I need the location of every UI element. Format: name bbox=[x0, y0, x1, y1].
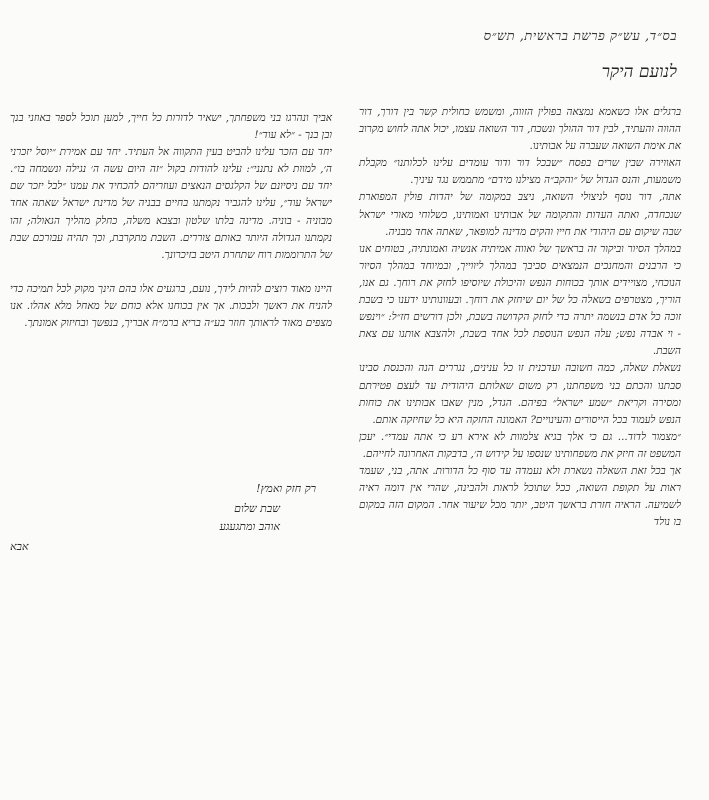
left-column bbox=[10, 110, 332, 332]
paragraph: נשאלת שאלה, כמה חשובה ועדכנית זו כל ענינים, נגררים הנה והכנסת סבינו סבתנו והכתם בני משפחתנו, רק משום שאלותם היהודית עד לעצם פטירתם ומסירה וקריאת ״שמע ישראל״ בפיהם. הגדל, מנין שאבו אבותינו את כוחות הנפש לעמוד בכל הייסורים והעינויים? האמונה החזקה היא כל שחיזקה אותם. bbox=[359, 362, 681, 426]
closing-greeting: שבת שלום bbox=[234, 502, 280, 515]
paragraph: יחד עם הזכר עלינו להביט בעין התקווה אל העתיד. יחד עם אמירת ״יוסל יזכרני ה׳, למוות לא נתנני״: עלינו להודות בקול ״זה היום עשה ה׳ נגילה ונשמחה בו״. יחד עם ניסיונם של הקלגסים הנאצים ועוזריהם להכחיד את עמנו ״לבל יזכר שם ישראל עוד״, עלינו להגביר נקמתנו בחיים בבניה של מדינת ישראל שאתה אחד מבוניה - בוניה. מדינה בלתו שלטון ובצבא משלה, כחלק מהליך הגאולה; זהו נקמתנו הגדולה היותר באותם צוררים. השבת מתקרבת, וכך תהיה עבורכם שבת של התרוממות רוח שתחרת היטב בזיכרונך. bbox=[10, 146, 332, 261]
closing-sign-off: אוהב ומתגעגע bbox=[219, 520, 280, 533]
paragraph: אביך ונהרגו בני משפחתך, ישאיר לדורות כל חייך, למען תוכל לספר באוזני בנך ובן בנך - ״לא עוד״! bbox=[10, 112, 332, 142]
date-header: בס״ד, עש״ק פרשת בראשית, תש״ס bbox=[483, 29, 677, 44]
paragraph: במהלך הסיור וביקור זה בראשך של ואווה אמיתיה אנשיה ואמונתיה, בטוחים אנו כי הרבנים והמחנכים הנמצאים סביבך במהלך ליווייך, ובמיוחד במהלך הסיור הנוכחי, מצויידים אותך בכוחות הנפש והיכולת שיוסיפו לחזק את רוחך. גם אנו, הוריך, מצטרפים בשאלה כל של יום שיחזק את רוחך. ובעוונותינו ידענו כי בשבת זוכה כל אדם בנשמה יתרה כדי לחזק הקדושה בשבת, ולכן דורשים חז״ל: ״וינפש - וי אבדה נפש; עלה הנפש הנוספת לכל אחד בשבת, ולהצבא אותנו עם צאת השבת. bbox=[359, 242, 681, 358]
closing-line: רק חזק ואמץ! bbox=[256, 482, 316, 495]
right-column bbox=[359, 104, 681, 531]
paragraph: אתה, דור נוסף לניצולי השואה, ניצב במקומה של יהדות פולין המפוארת שנכחדה, ואתה העדות והתקומה של אבותינו ואמותינו, כשלוחי מאורי ישראל שבה שיקום עם היהודי את חייו והקים מדינה למופאר, שאתה אחד מבניה. bbox=[359, 191, 681, 238]
salutation: לנועם היקר bbox=[601, 62, 677, 82]
paragraph: האווירה שבין שרים בפסח ״שבכל דור ודור עומדים עלינו לכלותנו״ מקבלת משמעות, והנס הגדול של ״והקב״ה מצילנו מידם״ מתממש נגד עיניך. bbox=[359, 157, 681, 187]
paragraph: היינו מאוד רוצים להיות לידך, נועם, ברגעים אלו בהם הינך מקוק לכל תמיכה כדי להניח את ראשך ולבכות. אך אין בכוחנו אלא כוחם של מאחל מלא אהלו. אנו מצפים מאוד לראותך חוזר בע״ה בריא ברמ״ח אבריך, בנפשך ובחיזוק אמונתך. bbox=[10, 282, 332, 330]
paragraph: ״מצמור לדוד... גם כי אלך בגיא צלמוות לא אירא רע כי אתה עמדי״. יעכן המשפט זה חיזק את משפחותינו שנספו על קידוש ה׳, בדבקות האחרונה לחייהם. bbox=[359, 430, 681, 460]
paragraph: אך בכל זאת השאלה נשארת ולא נעמדה עד סוף כל הדורות. אתה, בני, שעמד ראות על תקופת השואה, ככל שתוכל לראות ולהבינה, שהרי אין דומה ראיה לשמיעה. הראיה חזרת בראשך היטב, יותר מכל שיעור אחר. המקום הזה במקום בו נולד bbox=[359, 464, 681, 529]
signature: אבא bbox=[10, 540, 29, 553]
paragraph: ברגלים אלו כשאמא נמצאה בפולין הזווה, ומשמש כחולית קשר בין דורך, דור ההווה והעתיד, לבין דור ההולך ונשכח, דור השואה עצמו, יכול אתה לחוש מקרוב את אימת השואה שעברה על אבותינו. bbox=[359, 106, 681, 153]
